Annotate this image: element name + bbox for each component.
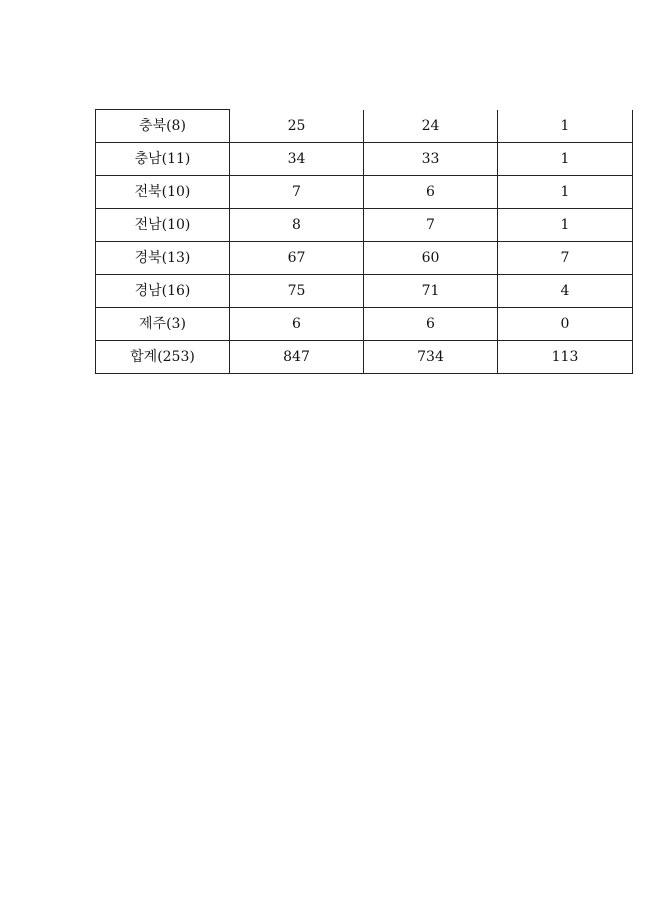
region-cell: 전북(10)	[96, 176, 230, 209]
region-cell: 경북(13)	[96, 242, 230, 275]
table-row	[96, 209, 633, 242]
value-cell: 71	[364, 275, 498, 308]
value-cell: 1	[498, 143, 633, 176]
value-cell: 7	[364, 209, 498, 242]
table-row	[96, 176, 633, 209]
table-row	[96, 143, 633, 176]
table-row	[96, 308, 633, 341]
value-cell: 34	[230, 143, 364, 176]
value-cell: 6	[230, 308, 364, 341]
value-cell: 60	[364, 242, 498, 275]
value-cell: 75	[230, 275, 364, 308]
region-cell: 경남(16)	[96, 275, 230, 308]
value-cell: 33	[364, 143, 498, 176]
table-row	[96, 110, 633, 143]
value-cell: 1	[498, 176, 633, 209]
value-cell: 0	[498, 308, 633, 341]
region-cell: 충북(8)	[96, 110, 230, 143]
region-cell: 제주(3)	[96, 308, 230, 341]
value-cell: 24	[364, 110, 498, 143]
value-cell: 113	[498, 341, 633, 374]
value-cell: 4	[498, 275, 633, 308]
value-cell: 6	[364, 176, 498, 209]
table-row	[96, 275, 633, 308]
value-cell: 7	[498, 242, 633, 275]
table-body	[96, 110, 633, 374]
value-cell: 6	[364, 308, 498, 341]
region-statistics-table	[95, 109, 633, 374]
value-cell: 1	[498, 209, 633, 242]
value-cell: 1	[498, 110, 633, 143]
region-cell: 전남(10)	[96, 209, 230, 242]
region-cell: 합계(253)	[96, 341, 230, 374]
value-cell: 734	[364, 341, 498, 374]
value-cell: 7	[230, 176, 364, 209]
table-row	[96, 242, 633, 275]
value-cell: 25	[230, 110, 364, 143]
value-cell: 847	[230, 341, 364, 374]
region-cell: 충남(11)	[96, 143, 230, 176]
table-total-row	[96, 341, 633, 374]
value-cell: 67	[230, 242, 364, 275]
value-cell: 8	[230, 209, 364, 242]
